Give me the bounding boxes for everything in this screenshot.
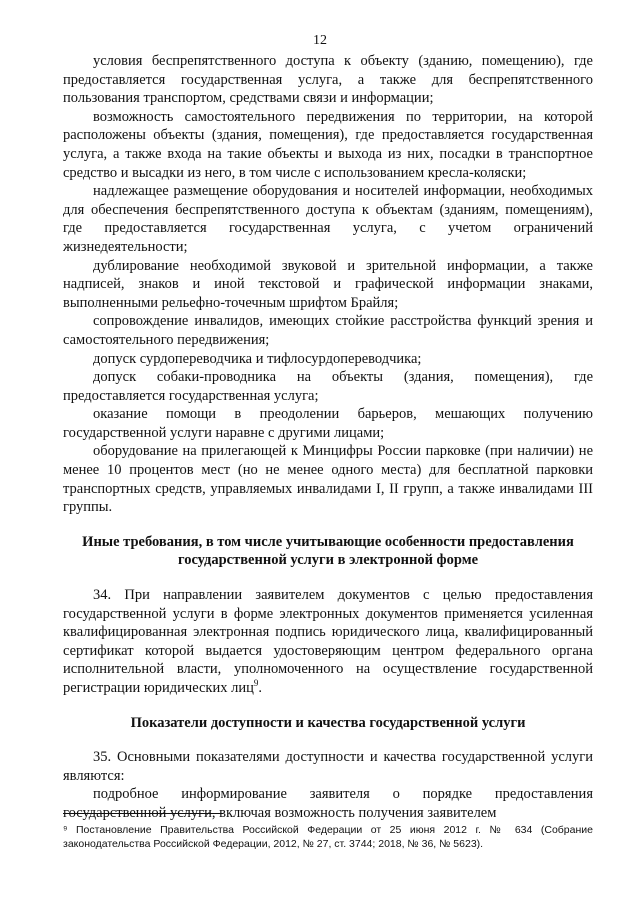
paragraph-34: 34. При направлении заявителем документов с целью предоставления государственной услуги в форме электронных документов применяется усиленная квалифицированная электронная подпись юридического лица, квалифицированный сертификат которой выдается удостоверяющим центром федерального органа исполнительной власти, уполномоченного на осуществление государственной регистрации юридических лиц$^9$. <box>63 587 593 696</box>
paragraph: дублирование необходимой звуковой и зрительной информации, а также надписей, знаков и иной текстовой и графической информации знаками, выполненными рельефно-точечным шрифтом Брайля; <box>63 257 593 311</box>
section-heading-electronic-form: Иные требования, в том числе учитывающие особенности предоставления государственной услуги в электронной форме <box>82 533 574 569</box>
paragraph-34-text: 34. При направлении заявителем документов с целью предоставления государственной услуги в форме электронных документов применяется усиленная квалифицированная электронная подпись юридического лица, квалифицированный сертификат которой выдается удостоверяющим центром федерального органа исполнительной власти, уполномоченного на осуществление государственной регистрации юридических лиц <box>63 587 593 696</box>
footnote-reference[interactable]: 9 <box>253 678 259 689</box>
paragraph: оборудование на прилегающей к Минцифры России парковке (при наличии) не менее 10 процентов мест (но не менее одного места) для бесплатной парковки транспортных средств, управляемых инвалидами I, II групп, а также инвалидами III группы. <box>63 443 593 516</box>
paragraph: допуск собаки-проводника на объекты (здания, помещения), где предоставляется государственная услуга; <box>63 369 593 404</box>
paragraph-35: 35. Основными показателями доступности и качества государственной услуги являются: <box>63 749 593 784</box>
paragraph: допуск сурдопереводчика и тифлосурдопереводчика; <box>93 350 422 367</box>
paragraph: условия беспрепятственного доступа к объекту (зданию, помещению), где предоставляется государственная услуга, а также для беспрепятственного пользования транспортом, средствами связи и информации; <box>63 53 593 107</box>
paragraph: сопровождение инвалидов, имеющих стойкие расстройства функций зрения и самостоятельного передвижения; <box>63 313 593 348</box>
paragraph: надлежащее размещение оборудования и носителей информации, необходимых для обеспечения беспрепятственного доступа к объектам (зданиям, помещениям), где предоставляется государственная услуга, с учетом ограничений жизнедеятельности; <box>63 183 593 255</box>
page-number: 12 <box>313 33 327 48</box>
footnote: ⁹ Постановление Правительства Российской Федерации от 25 июня 2012 г. № 634 (Собрание законодательства Российской Федерации, 2012, № 27, ст. 3744; 2018, № 36, № 5623). <box>63 824 593 850</box>
section-heading-accessibility: Показатели доступности и качества государственной услуги <box>130 714 526 731</box>
paragraph: возможность самостоятельного передвижения по территории, на которой расположены объекты (здания, помещения), где предоставляется государственная услуга, а также входа на такие объекты и выхода из них, посадки в транспортное средство и высадки из него, в том числе с использованием кресла-коляски; <box>63 108 593 181</box>
footnote-divider <box>63 813 223 814</box>
paragraph: оказание помощи в преодолении барьеров, мешающих получению государственной услуги наравне с другими лицами; <box>63 406 593 441</box>
paragraph: подробное информирование заявителя о порядке предоставления государственной услуги, включая возможность получения заявителем <box>63 786 593 821</box>
document-body <box>63 52 593 823</box>
